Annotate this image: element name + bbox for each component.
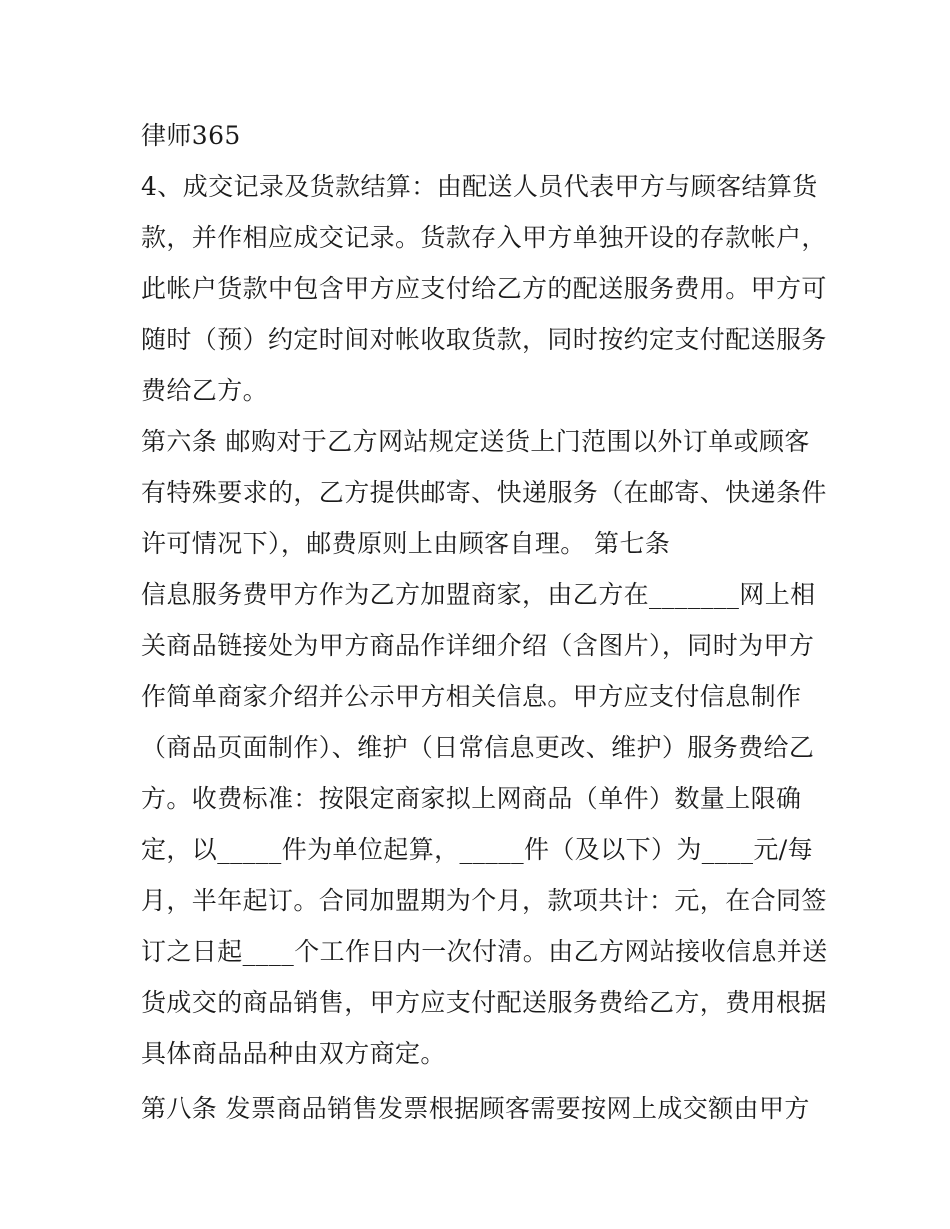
text-line: 随时（预）约定时间对帐收取货款，同时按约定支付配送服务 (141, 325, 827, 354)
text-line: 费给乙方。 (141, 376, 269, 405)
text-line: 订之日起____个工作日内一次付清。由乙方网站接收信息并送 (141, 937, 828, 966)
text-line: 第六条 邮购对于乙方网站规定送货上门范围以外订单或顾客 (141, 427, 810, 456)
text-line: 许可情况下），邮费原则上由顾客自理。 第七条 (141, 529, 671, 558)
text-line: 作简单商家介绍并公示甲方相关信息。甲方应支付信息制作 (141, 682, 802, 711)
text-line: 定，以_____件为单位起算，_____件（及以下）为____元/每 (141, 835, 814, 864)
text-line: 信息服务费甲方作为乙方加盟商家，由乙方在_______网上相 (141, 580, 816, 609)
text-line: 此帐户货款中包含甲方应支付给乙方的配送服务费用。甲方可 (141, 274, 827, 303)
text-line: 月，半年起订。合同加盟期为个月，款项共计：元，在合同签 (141, 886, 827, 915)
text-line: 4、成交记录及货款结算：由配送人员代表甲方与顾客结算货 (141, 172, 818, 201)
text-line: 有特殊要求的，乙方提供邮寄、快递服务（在邮寄、快递条件 (141, 478, 827, 507)
text-line: 货成交的商品销售，甲方应支付配送服务费给乙方，费用根据 (141, 988, 827, 1017)
text-line: 款，并作相应成交记录。货款存入甲方单独开设的存款帐户， (141, 223, 827, 252)
document-header: 律师365 (141, 121, 241, 150)
text-line: （商品页面制作）、维护（日常信息更改、维护）服务费给乙 (141, 733, 815, 762)
text-line: 方。收费标准：按限定商家拟上网商品（单件）数量上限确 (141, 784, 802, 813)
text-line: 关商品链接处为甲方商品作详细介绍（含图片），同时为甲方 (141, 631, 815, 660)
text-line: 第八条 发票商品销售发票根据顾客需要按网上成交额由甲方 (141, 1094, 810, 1123)
document-body (141, 110, 828, 1134)
text-line: 具体商品品种由双方商定。 (141, 1039, 446, 1068)
